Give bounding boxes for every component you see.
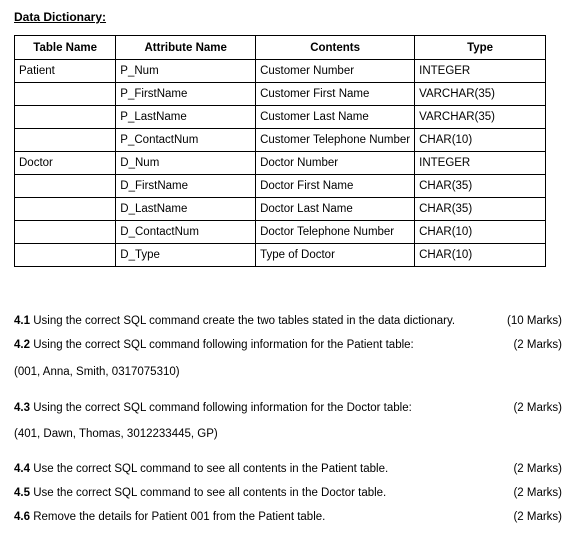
table-row bbox=[15, 244, 546, 267]
question-number: 4.5 bbox=[14, 487, 30, 499]
table-row bbox=[15, 221, 546, 244]
question-4-3-values: (401, Dawn, Thomas, 3012233445, GP) bbox=[14, 428, 218, 440]
question-number: 4.4 bbox=[14, 463, 30, 475]
question-number: 4.6 bbox=[14, 511, 30, 523]
cell-contents: Type of Doctor bbox=[256, 244, 415, 267]
question-marks: (2 Marks) bbox=[513, 463, 562, 475]
cell-type: INTEGER bbox=[415, 152, 546, 175]
cell-table-name bbox=[15, 175, 116, 198]
table-header-row bbox=[15, 36, 546, 60]
question-marks: (2 Marks) bbox=[513, 487, 562, 499]
cell-attribute: D_LastName bbox=[116, 198, 256, 221]
cell-table-name bbox=[15, 129, 116, 152]
question-text: Using the correct SQL command following information for the Doctor table: bbox=[33, 402, 412, 414]
table-row bbox=[15, 175, 546, 198]
data-dictionary-table bbox=[14, 35, 546, 267]
question-marks: (2 Marks) bbox=[513, 511, 562, 523]
cell-contents: Doctor Last Name bbox=[256, 198, 415, 221]
cell-table-name: Doctor bbox=[15, 152, 116, 175]
cell-type: CHAR(10) bbox=[415, 244, 546, 267]
question-text: Remove the details for Patient 001 from the Patient table. bbox=[33, 511, 326, 523]
cell-contents: Customer Number bbox=[256, 60, 415, 83]
question-4-6 bbox=[14, 511, 562, 523]
question-4-4 bbox=[14, 463, 562, 475]
cell-attribute: D_Num bbox=[116, 152, 256, 175]
question-text: Use the correct SQL command to see all contents in the Doctor table. bbox=[33, 487, 387, 499]
cell-table-name bbox=[15, 106, 116, 129]
cell-attribute: D_Type bbox=[116, 244, 256, 267]
table-row bbox=[15, 60, 546, 83]
header-table-name: Table Name bbox=[15, 36, 116, 60]
question-number: 4.3 bbox=[14, 402, 30, 414]
cell-type: INTEGER bbox=[415, 60, 546, 83]
cell-type: VARCHAR(35) bbox=[415, 83, 546, 106]
question-4-5 bbox=[14, 487, 562, 499]
cell-attribute: D_ContactNum bbox=[116, 221, 256, 244]
question-number: 4.1 bbox=[14, 315, 30, 327]
cell-contents: Doctor First Name bbox=[256, 175, 415, 198]
cell-table-name bbox=[15, 221, 116, 244]
cell-attribute: P_Num bbox=[116, 60, 256, 83]
question-text: Using the correct SQL command following information for the Patient table: bbox=[33, 339, 414, 351]
question-4-1 bbox=[14, 315, 562, 327]
question-marks: (10 Marks) bbox=[507, 315, 562, 327]
question-4-2 bbox=[14, 339, 562, 351]
cell-attribute: D_FirstName bbox=[116, 175, 256, 198]
table-row bbox=[15, 198, 546, 221]
question-marks: (2 Marks) bbox=[513, 402, 562, 414]
header-contents: Contents bbox=[256, 36, 415, 60]
question-text: Using the correct SQL command create the two tables stated in the data dictionary. bbox=[33, 315, 456, 327]
table-row bbox=[15, 106, 546, 129]
cell-table-name: Patient bbox=[15, 60, 116, 83]
cell-type: CHAR(10) bbox=[415, 129, 546, 152]
question-4-3 bbox=[14, 402, 562, 414]
document-title: Data Dictionary: bbox=[14, 10, 107, 24]
cell-type: CHAR(35) bbox=[415, 198, 546, 221]
cell-table-name bbox=[15, 244, 116, 267]
cell-attribute: P_LastName bbox=[116, 106, 256, 129]
header-attribute-name: Attribute Name bbox=[116, 36, 256, 60]
table-row bbox=[15, 83, 546, 106]
cell-type: CHAR(35) bbox=[415, 175, 546, 198]
cell-attribute: P_ContactNum bbox=[116, 129, 256, 152]
cell-table-name bbox=[15, 83, 116, 106]
cell-type: CHAR(10) bbox=[415, 221, 546, 244]
cell-contents: Doctor Number bbox=[256, 152, 415, 175]
cell-contents: Customer First Name bbox=[256, 83, 415, 106]
table-row bbox=[15, 129, 546, 152]
cell-contents: Customer Telephone Number bbox=[256, 129, 415, 152]
cell-attribute: P_FirstName bbox=[116, 83, 256, 106]
header-type: Type bbox=[415, 36, 546, 60]
cell-contents: Doctor Telephone Number bbox=[256, 221, 415, 244]
question-marks: (2 Marks) bbox=[513, 339, 562, 351]
cell-type: VARCHAR(35) bbox=[415, 106, 546, 129]
cell-table-name bbox=[15, 198, 116, 221]
table-row bbox=[15, 152, 546, 175]
question-number: 4.2 bbox=[14, 339, 30, 351]
cell-contents: Customer Last Name bbox=[256, 106, 415, 129]
question-4-2-values: (001, Anna, Smith, 0317075310) bbox=[14, 366, 180, 378]
question-text: Use the correct SQL command to see all contents in the Patient table. bbox=[33, 463, 389, 475]
